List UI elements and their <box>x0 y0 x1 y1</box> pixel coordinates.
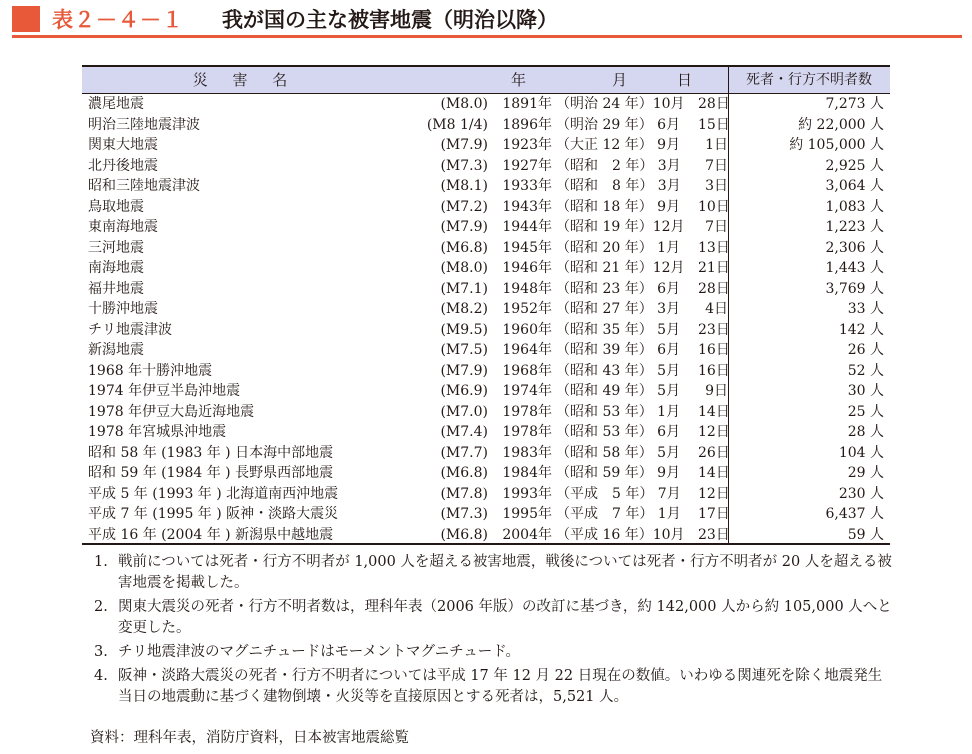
era-month: （昭和 21 年）12月 <box>556 260 685 276</box>
day: 7日 <box>705 157 728 174</box>
table-row <box>82 381 890 402</box>
day: 7日 <box>705 219 728 235</box>
era-month: （平成 16 年）10月 <box>556 526 685 543</box>
casualties: 28 人 <box>847 424 884 440</box>
magnitude: (M7.4) <box>440 424 488 440</box>
day: 9日 <box>705 383 728 399</box>
era-month: （昭和 19 年）12月 <box>556 219 685 235</box>
table-row <box>82 238 890 259</box>
era-month: （昭和 39 年） 6月 <box>556 342 681 358</box>
note-number: 3. <box>94 644 108 660</box>
magnitude: (M7.9) <box>440 219 488 235</box>
day: 12日 <box>698 485 730 502</box>
casualties: 2,306 人 <box>825 239 884 256</box>
year: 1983年 <box>502 444 552 461</box>
earthquake-table <box>82 65 890 545</box>
magnitude: (M6.8) <box>440 465 488 481</box>
note-number: 1. <box>94 554 108 570</box>
note-number: 4. <box>94 668 108 684</box>
era-month: （昭和 43 年） 5月 <box>556 362 681 379</box>
year: 2004年 <box>502 526 552 543</box>
note-text: 阪神・淡路大震災の死者・行方不明者については平成 17 年 12 月 22 日現在の数値。いわゆる関連死を除く地震発生当日の地震動に基づく建物倒壊・火災等を直接原因とする死者は，5,521 人。 <box>118 668 883 705</box>
quake-name: 鳥取地震 <box>88 198 144 215</box>
day: 3日 <box>705 178 728 194</box>
magnitude: (M8 1/4) <box>426 116 488 133</box>
year: 1943年 <box>502 198 552 215</box>
table-row <box>82 525 890 546</box>
day: 23日 <box>698 526 730 543</box>
table-row <box>82 422 890 443</box>
casualties: 104 人 <box>838 444 884 461</box>
day: 23日 <box>698 321 730 338</box>
col-header-casualties: 死者・行方不明者数 <box>746 72 872 88</box>
col-header-year: 年 <box>511 71 527 89</box>
day: 28日 <box>698 96 730 112</box>
year: 1984年 <box>502 465 552 481</box>
quake-name: 十勝沖地震 <box>88 301 158 317</box>
year: 1993年 <box>502 485 552 502</box>
year: 1978年 <box>502 403 552 420</box>
year: 1964年 <box>502 342 552 358</box>
table-header <box>0 0 972 40</box>
year: 1974年 <box>502 383 552 399</box>
table-row <box>82 443 890 464</box>
col-header-date <box>408 67 728 93</box>
casualties: 1,443 人 <box>825 260 884 276</box>
magnitude: (M7.9) <box>440 137 488 153</box>
table-row <box>82 279 890 300</box>
col-header-name: 災 害 名 <box>192 71 298 89</box>
day: 28日 <box>698 280 730 297</box>
day: 1日 <box>705 137 728 153</box>
quake-name: 関東大地震 <box>88 137 158 153</box>
table-row <box>82 299 890 320</box>
casualties: 29 人 <box>847 465 884 481</box>
magnitude: (M9.5) <box>440 321 488 338</box>
magnitude: (M6.9) <box>440 383 488 399</box>
table-row <box>82 484 890 505</box>
day: 16日 <box>698 362 730 379</box>
table-row <box>82 94 890 115</box>
table-head <box>82 67 890 94</box>
year: 1946年 <box>502 260 552 276</box>
note-number: 2. <box>94 599 108 615</box>
year: 1944年 <box>502 219 552 235</box>
magnitude: (M7.3) <box>440 157 488 174</box>
table-row <box>82 504 890 525</box>
note-item <box>94 597 894 639</box>
year: 1948年 <box>502 280 552 297</box>
quake-name: 東南海地震 <box>88 219 158 235</box>
magnitude: (M7.0) <box>440 403 488 420</box>
casualties: 約 105,000 人 <box>789 137 884 153</box>
magnitude: (M6.8) <box>440 526 488 543</box>
era-month: （昭和 27 年） 3月 <box>556 301 681 317</box>
day: 15日 <box>698 116 730 133</box>
table-row <box>82 320 890 341</box>
quake-name: 北丹後地震 <box>88 157 158 174</box>
quake-name: 昭和三陸地震津波 <box>88 178 200 194</box>
year: 1945年 <box>502 239 552 256</box>
casualties: 26 人 <box>847 342 884 358</box>
era-month: （昭和 23 年） 6月 <box>556 280 681 297</box>
year: 1978年 <box>502 424 552 440</box>
day: 14日 <box>698 403 730 420</box>
table-row <box>82 340 890 361</box>
day: 12日 <box>698 424 730 440</box>
casualties: 3,769 人 <box>825 280 884 297</box>
quake-name: 南海地震 <box>88 260 144 276</box>
casualties: 約 22,000 人 <box>798 116 884 133</box>
year: 1995年 <box>502 506 552 522</box>
quake-name: 1978 年宮城県沖地震 <box>88 424 227 440</box>
table-row <box>82 258 890 279</box>
casualties: 230 人 <box>838 485 884 502</box>
era-month: （昭和 35 年） 5月 <box>556 321 681 338</box>
quake-name: 昭和 59 年 (1984 年 ) 長野県西部地震 <box>88 465 334 481</box>
col-header-day: 日 <box>677 71 693 89</box>
magnitude: (M8.0) <box>440 260 488 276</box>
note-text: チリ地震津波のマグニチュードはモーメントマグニチュード。 <box>118 644 520 660</box>
quake-name: 1978 年伊豆大島近海地震 <box>88 403 255 420</box>
table-row <box>82 402 890 423</box>
quake-name: 福井地震 <box>88 280 144 297</box>
casualties: 2,925 人 <box>825 157 884 174</box>
quake-name: 明治三陸地震津波 <box>88 116 200 133</box>
col-header-month: 月 <box>612 71 628 89</box>
casualties: 142 人 <box>838 321 884 338</box>
era-month: （明治 24 年）10月 <box>556 96 685 112</box>
day: 17日 <box>698 506 730 522</box>
year: 1896年 <box>502 116 552 133</box>
quake-name: チリ地震津波 <box>88 321 172 338</box>
table-body <box>82 94 890 545</box>
magnitude: (M7.9) <box>440 362 488 379</box>
quake-name: 平成 5 年 (1993 年 ) 北海道南西沖地震 <box>88 485 339 502</box>
magnitude: (M7.5) <box>440 342 488 358</box>
quake-name: 1968 年十勝沖地震 <box>88 362 213 379</box>
day: 14日 <box>698 465 730 481</box>
magnitude: (M7.1) <box>440 280 488 297</box>
casualties: 25 人 <box>847 403 884 420</box>
table-row <box>82 463 890 484</box>
year: 1933年 <box>502 178 552 194</box>
note-text: 関東大震災の死者・行方不明者数は，理科年表（2006 年版）の改訂に基づき，約 142,000 人から約 105,000 人へと変更した。 <box>118 599 892 636</box>
note-text: 戦前については死者・行方不明者が 1,000 人を超える被害地震，戦後については死者・行方不明者が 20 人を超える被害地震を掲載した。 <box>118 554 892 591</box>
magnitude: (M7.2) <box>440 198 488 215</box>
era-month: （平成 5 年） 7月 <box>556 485 681 502</box>
era-month: （昭和 53 年） 6月 <box>556 424 681 440</box>
day: 26日 <box>698 444 730 461</box>
day: 21日 <box>698 260 730 276</box>
casualties: 30 人 <box>847 383 884 399</box>
quake-name: 平成 16 年 (2004 年 ) 新潟県中越地震 <box>88 526 334 543</box>
day: 16日 <box>698 342 730 358</box>
table-row <box>82 197 890 218</box>
table-row <box>82 156 890 177</box>
casualties: 52 人 <box>847 362 884 379</box>
quake-name: 昭和 58 年 (1983 年 ) 日本海中部地震 <box>88 444 334 461</box>
era-month: （昭和 49 年） 5月 <box>556 383 681 399</box>
source-line: 資料：理科年表，消防庁資料，日本被害地震総覧 <box>90 730 409 746</box>
magnitude: (M7.7) <box>440 444 488 461</box>
notes <box>94 552 894 711</box>
day: 10日 <box>698 198 730 215</box>
era-month: （昭和 2 年） 3月 <box>556 157 681 174</box>
table-row <box>82 115 890 136</box>
era-month: （昭和 8 年） 3月 <box>556 178 681 194</box>
note-item <box>94 552 894 594</box>
year: 1891年 <box>502 96 552 112</box>
year: 1960年 <box>502 321 552 338</box>
table-row <box>82 176 890 197</box>
note-item <box>94 666 894 708</box>
casualties: 33 人 <box>847 301 884 317</box>
table-row <box>82 217 890 238</box>
day: 4日 <box>705 301 728 317</box>
table-row <box>82 361 890 382</box>
era-month: （昭和 18 年） 9月 <box>556 198 681 215</box>
era-month: （昭和 59 年） 9月 <box>556 465 681 481</box>
magnitude: (M8.0) <box>440 96 488 112</box>
era-month: （昭和 53 年） 1月 <box>556 403 681 420</box>
era-month: （大正 12 年） 9月 <box>556 137 681 153</box>
casualties: 59 人 <box>847 526 884 543</box>
quake-name: 濃尾地震 <box>88 96 144 112</box>
casualties: 6,437 人 <box>825 506 884 522</box>
casualties: 1,223 人 <box>825 219 884 235</box>
table-number: 表２－４－１ <box>52 8 184 32</box>
title-marker <box>12 6 40 32</box>
title-rule <box>12 35 962 38</box>
era-month: （昭和 20 年） 1月 <box>556 239 681 256</box>
note-item <box>94 642 894 663</box>
quake-name: 新潟地震 <box>88 342 144 358</box>
casualties: 3,064 人 <box>825 178 884 194</box>
era-month: （平成 7 年） 1月 <box>556 506 681 522</box>
casualties: 7,273 人 <box>825 96 884 112</box>
year: 1952年 <box>502 301 552 317</box>
quake-name: 1974 年伊豆半島沖地震 <box>88 383 241 399</box>
quake-name: 三河地震 <box>88 239 144 256</box>
table-row <box>82 135 890 156</box>
era-month: （明治 29 年） 6月 <box>556 116 681 133</box>
year: 1968年 <box>502 362 552 379</box>
day: 13日 <box>698 239 730 256</box>
magnitude: (M7.3) <box>440 506 488 522</box>
year: 1927年 <box>502 157 552 174</box>
magnitude: (M7.8) <box>440 485 488 502</box>
magnitude: (M8.1) <box>440 178 488 194</box>
year: 1923年 <box>502 137 552 153</box>
magnitude: (M8.2) <box>440 301 488 317</box>
quake-name: 平成 7 年 (1995 年 ) 阪神・淡路大震災 <box>88 506 339 522</box>
casualties: 1,083 人 <box>825 198 884 215</box>
table-title: 我が国の主な被害地震（明治以降） <box>222 8 558 32</box>
era-month: （昭和 58 年） 5月 <box>556 444 681 461</box>
magnitude: (M6.8) <box>440 239 488 256</box>
